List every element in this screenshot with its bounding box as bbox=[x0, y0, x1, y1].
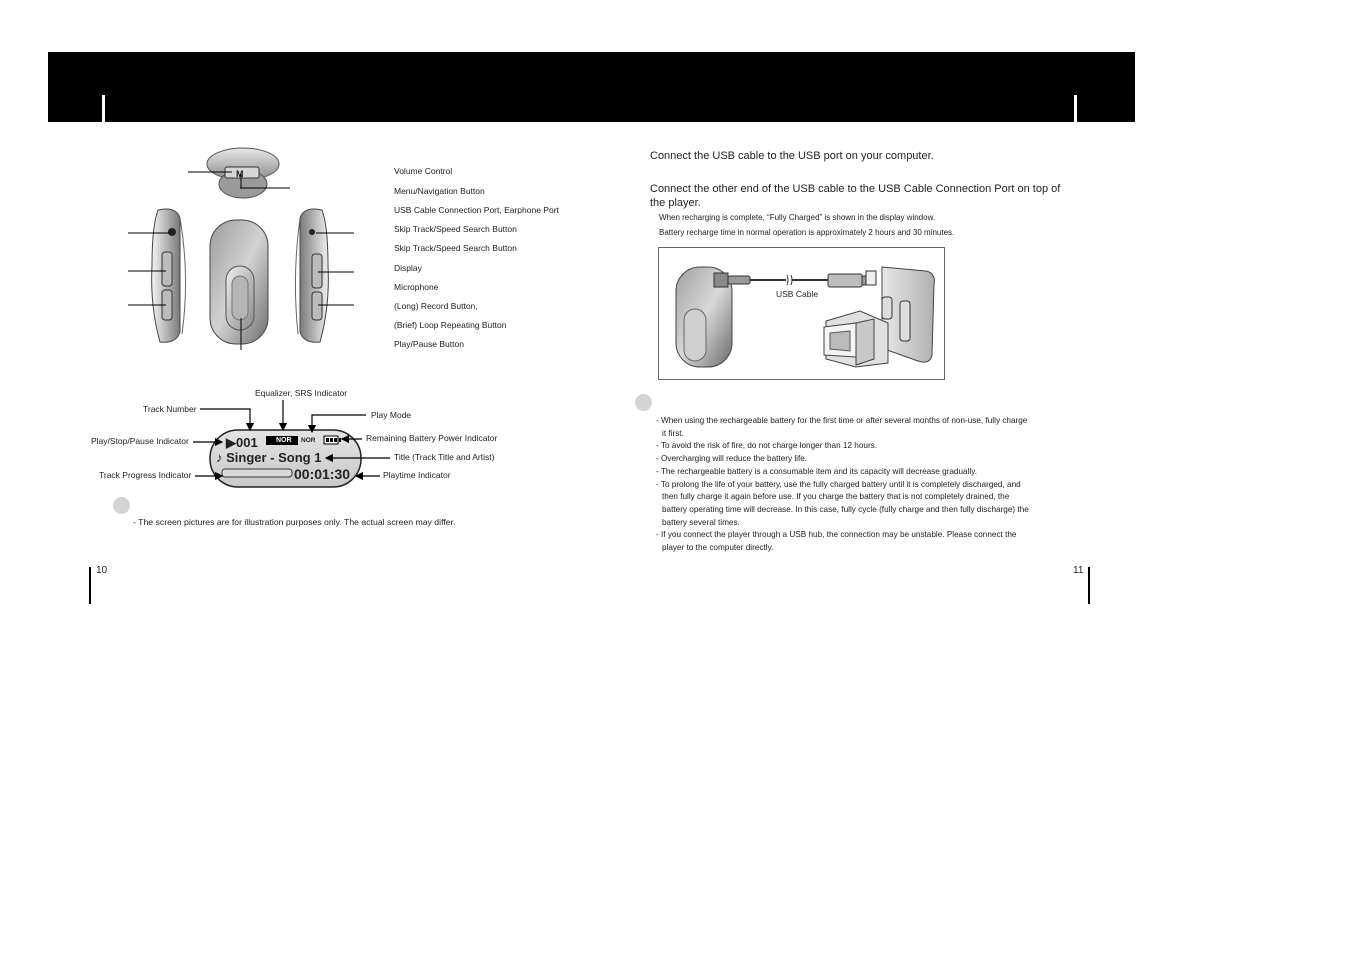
note-item: - If you connect the player through a USB hub, the connection may be unstable. Please connect the player to the computer directly. bbox=[656, 530, 1017, 553]
lcd-playtime: 00:01:30 bbox=[294, 466, 351, 482]
left-page-mark bbox=[89, 567, 91, 604]
label-track-progress: Track Progress Indicator bbox=[99, 470, 192, 480]
lcd-eq-badge: NOR bbox=[276, 437, 292, 444]
label-menu-navigation: Menu/Navigation Button bbox=[394, 186, 485, 196]
label-skip-track-1: Skip Track/Speed Search Button bbox=[394, 224, 517, 234]
right-page-mark bbox=[1088, 567, 1090, 604]
charging-notes bbox=[656, 415, 1076, 555]
note-icon-right bbox=[635, 394, 652, 411]
usb-cable-label: USB Cable bbox=[776, 289, 819, 299]
label-battery: Remaining Battery Power Indicator bbox=[366, 433, 498, 443]
label-volume-control: Volume Control bbox=[394, 166, 453, 176]
usb-connection-illustration bbox=[660, 249, 944, 379]
info-recharge-time: Battery recharge time in normal operation is approximately 2 hours and 30 minutes. bbox=[659, 228, 955, 237]
label-eq-srs: Equalizer, SRS Indicator bbox=[255, 388, 348, 398]
label-title: Title (Track Title and Artist) bbox=[394, 452, 495, 462]
label-usb-earphone-port: USB Cable Connection Port, Earphone Port bbox=[394, 205, 559, 215]
label-play-stop-pause: Play/Stop/Pause Indicator bbox=[91, 436, 189, 446]
note-icon bbox=[113, 497, 130, 514]
label-play-pause: Play/Pause Button bbox=[394, 339, 464, 349]
note-item: - When using the rechargeable battery for the first time or after several months of non-use, fully charge it first. bbox=[656, 416, 1028, 438]
left-footnote: - The screen pictures are for illustration purposes only. The actual screen may differ. bbox=[133, 517, 456, 527]
info-fully-charged: When recharging is complete, “Fully Charged” is shown in the display window. bbox=[659, 213, 936, 222]
note-item: - Overcharging will reduce the battery life. bbox=[656, 454, 808, 464]
menu-button-glyph: M bbox=[236, 169, 244, 179]
label-display: Display bbox=[394, 263, 422, 273]
label-skip-track-2: Skip Track/Speed Search Button bbox=[394, 243, 517, 253]
label-play-mode: Play Mode bbox=[371, 410, 412, 420]
step-2-text: Connect the other end of the USB cable to the USB Cable Connection Port on top of the player. bbox=[650, 183, 1061, 209]
label-playtime: Playtime Indicator bbox=[383, 470, 451, 480]
note-item: - To avoid the risk of fire, do not charge longer than 12 hours. bbox=[656, 441, 878, 451]
right-page-number: 11 bbox=[1073, 565, 1084, 576]
step-1-text: Connect the USB cable to the USB port on your computer. bbox=[650, 150, 934, 162]
note-item: - The rechargeable battery is a consumable item and its capacity will decrease gradually. bbox=[656, 466, 977, 476]
label-track-number: Track Number bbox=[143, 404, 197, 414]
label-microphone: Microphone bbox=[394, 282, 439, 292]
note-item: - To prolong the life of your battery, use the fully charged battery until it is completely discharged, and then fully charge it again before use. If you charge the battery that is not completely drained, the battery operating time will decrease. In this case, fully cycle (fully charge and then fully discharge) the battery several times. bbox=[656, 479, 1029, 527]
lcd-song-title: ♪ Singer - Song 1 bbox=[216, 450, 322, 465]
left-page-number: 10 bbox=[96, 565, 108, 576]
label-record-button: (Long) Record Button, bbox=[394, 301, 478, 311]
label-loop-button: (Brief) Loop Repeating Button bbox=[394, 320, 507, 330]
lcd-mode-badge: NOR bbox=[301, 437, 316, 444]
lcd-track-number: ▶001 bbox=[226, 435, 258, 450]
